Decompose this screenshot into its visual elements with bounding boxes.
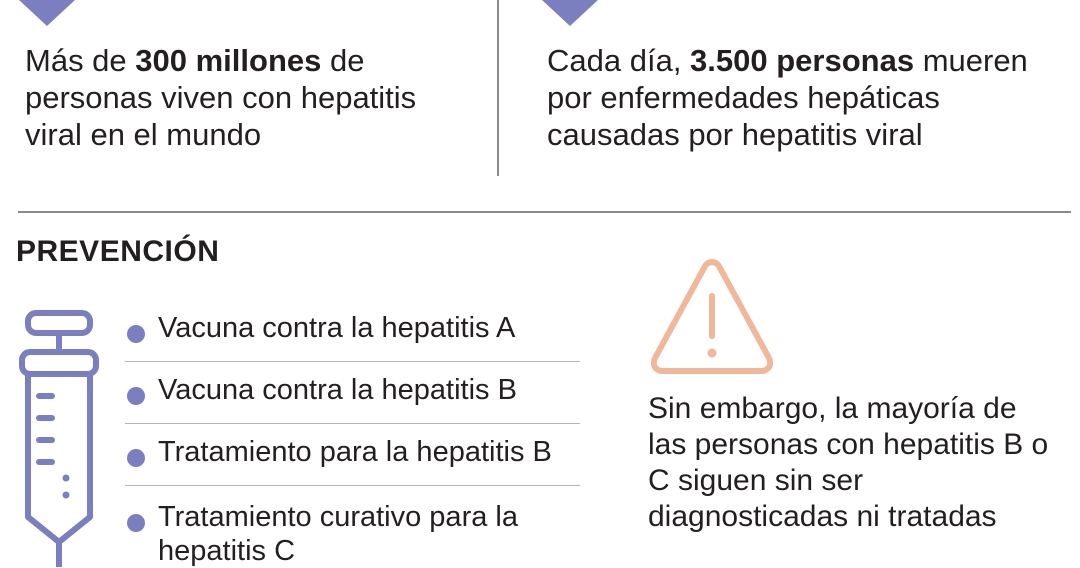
list-item-label: Tratamiento para la hepatitis B — [158, 436, 552, 468]
stat-deaths-post: mueren por enfermedades hepáticas causadas por hepatitis viral — [547, 43, 1028, 152]
bullet-dot — [127, 325, 145, 343]
list-item-label: Tratamiento curativo para la hepatitis C — [158, 501, 518, 567]
bullet-dot — [127, 387, 145, 405]
list-item-label: Vacuna contra la hepatitis A — [158, 312, 516, 344]
warning-note: Sin embargo, la mayoría de las personas con hepatitis B o C siguen sin ser diagnosticadas ni tratadas — [648, 392, 1049, 533]
horizontal-divider — [18, 211, 1071, 213]
section-title-prevencion: PREVENCIÓN — [16, 235, 220, 268]
vertical-divider — [497, 0, 499, 176]
list-item-label: Vacuna contra la hepatitis B — [158, 374, 517, 406]
stat-infected — [25, 42, 465, 153]
bullet-dot — [127, 449, 145, 467]
stat-infected-post: de personas viven con hepatitis viral en el mundo — [25, 43, 417, 152]
prevention-list — [125, 300, 580, 568]
list-item — [125, 300, 580, 362]
triangle-marker-right — [542, 0, 598, 26]
stat-deaths — [547, 42, 1067, 153]
stat-infected-pre: Más de — [25, 43, 136, 78]
list-item — [125, 486, 580, 568]
stat-deaths-number: 3.500 personas — [690, 43, 915, 78]
triangle-marker-left — [19, 0, 75, 26]
list-item — [125, 424, 580, 486]
stat-infected-number: 300 millones — [135, 43, 322, 78]
syringe-icon — [14, 310, 104, 567]
stat-deaths-pre: Cada día, — [547, 43, 691, 78]
bullet-dot — [127, 514, 145, 532]
warning-triangle-icon — [648, 256, 776, 378]
list-item — [125, 362, 580, 424]
